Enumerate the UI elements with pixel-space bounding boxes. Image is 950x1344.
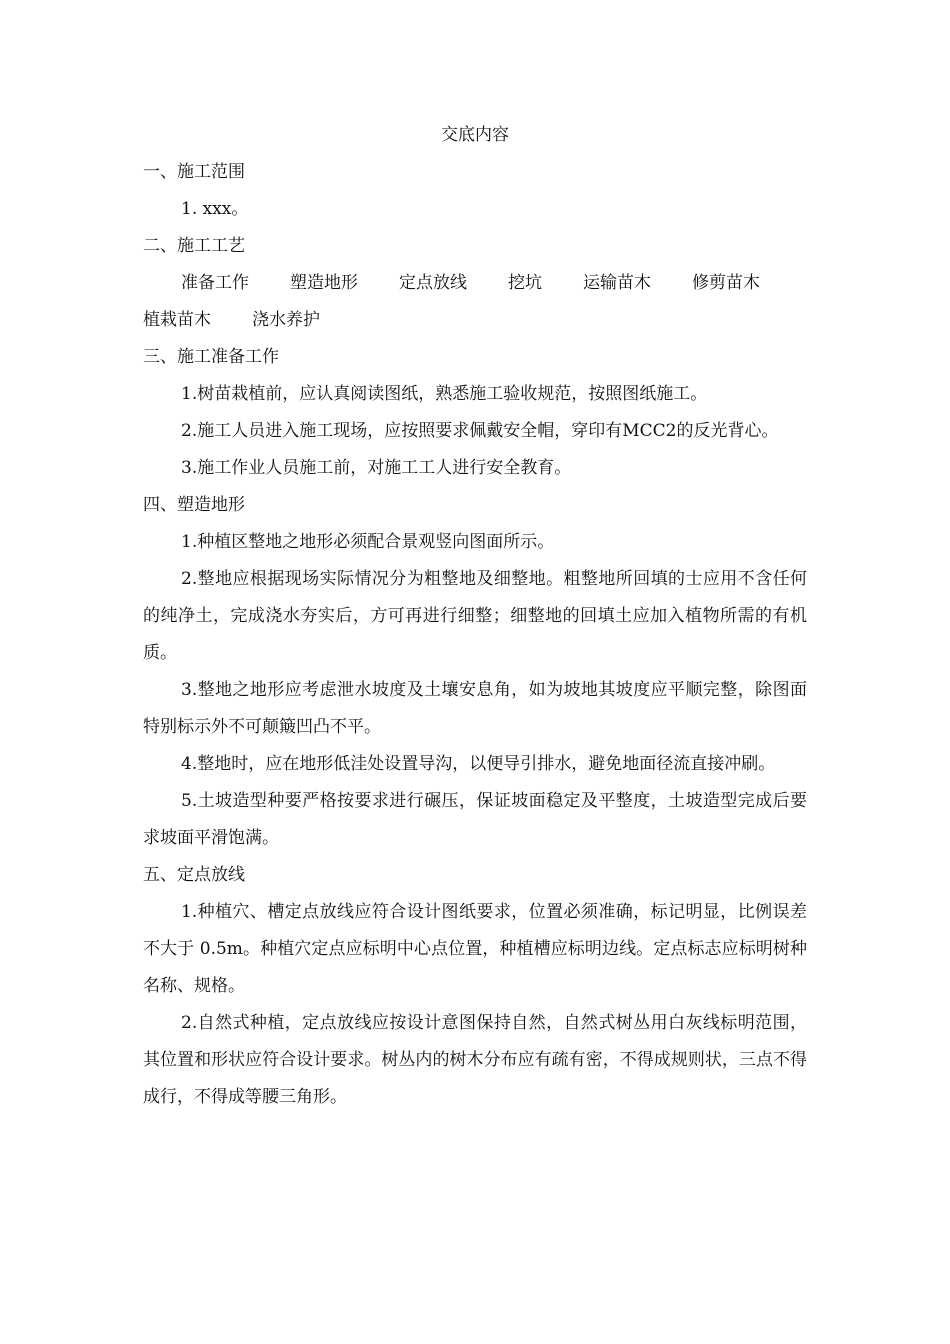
section-heading-process: 二、施工工艺 xyxy=(143,236,245,256)
paragraph: 4.整地时，应在地形低洼处设置导沟，以便导引排水，避免地面径流直接冲刷。 xyxy=(181,754,776,774)
process-step: 运输苗木 xyxy=(583,273,651,293)
paragraph: 2.施工人员进入施工现场，应按照要求佩戴安全帽，穿印有MCC2的反光背心。 xyxy=(181,421,779,441)
section-heading-terrain: 四、塑造地形 xyxy=(143,495,245,515)
paragraph: 3.施工作业人员施工前，对施工工人进行安全教育。 xyxy=(181,458,572,478)
process-step: 准备工作 xyxy=(181,273,249,293)
paragraph: 1.树苗栽植前，应认真阅读图纸，熟悉施工验收规范，按照图纸施工。 xyxy=(181,384,708,404)
paragraph: 1. xxx。 xyxy=(181,199,249,219)
paragraph: 3.整地之地形应考虑泄水坡度及土壤安息角，如为坡地其坡度应平顺完整，除图面特别标示外不可颠簸凹凸不平。 xyxy=(143,680,807,737)
section-heading-preparation: 三、施工准备工作 xyxy=(143,347,279,367)
document-title: 交底内容 xyxy=(441,125,509,145)
process-step: 挖坑 xyxy=(508,273,542,293)
paragraph: 2.整地应根据现场实际情况分为粗整地及细整地。粗整地所回填的士应用不含任何的纯净土，完成浇水夯实后，方可再进行细整；细整地的回填土应加入植物所需的有机质。 xyxy=(143,569,807,663)
process-step: 修剪苗木 xyxy=(692,273,760,293)
process-step: 定点放线 xyxy=(399,273,467,293)
process-step: 植栽苗木 xyxy=(143,310,211,330)
paragraph: 1.种植区整地之地形必须配合景观竖向图面所示。 xyxy=(181,532,555,552)
section-heading-scope: 一、施工范围 xyxy=(143,162,245,182)
process-steps-list xyxy=(143,265,807,339)
section-heading-layout: 五、定点放线 xyxy=(143,865,245,885)
paragraph: 1.种植穴、槽定点放线应符合设计图纸要求，位置必须准确，标记明显，比例误差不大于 0.5m。种植穴定点应标明中心点位置，种植槽应标明边线。定点标志应标明树种名称、规格。 xyxy=(143,902,807,996)
process-step: 塑造地形 xyxy=(290,273,358,293)
process-step: 浇水养护 xyxy=(252,310,320,330)
paragraph: 5.土坡造型种要严格按要求进行碾压，保证坡面稳定及平整度，土坡造型完成后要求坡面平滑饱满。 xyxy=(143,791,807,848)
paragraph: 2.自然式种植，定点放线应按设计意图保持自然，自然式树丛用白灰线标明范围，其位置和形状应符合设计要求。树丛内的树木分布应有疏有密，不得成规则状，三点不得成行，不得成等腰三角形。 xyxy=(143,1013,807,1107)
